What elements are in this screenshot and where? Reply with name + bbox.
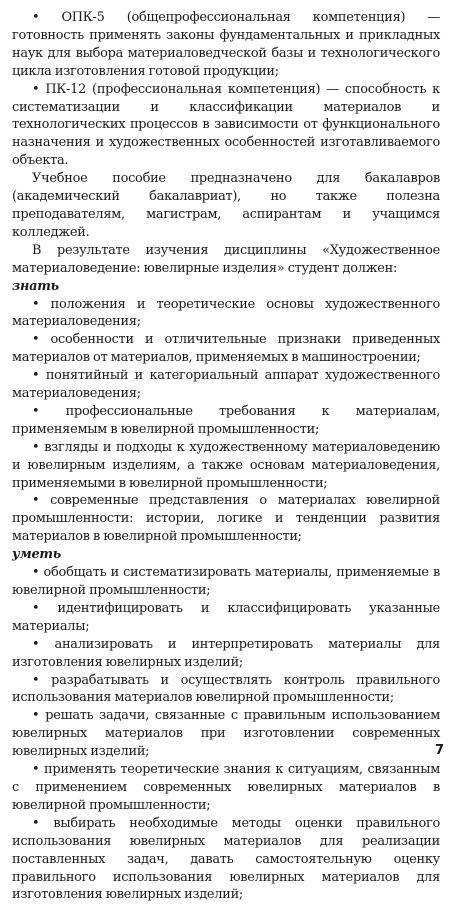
list-item: • анализировать и интерпретировать материалы для изготовления ювелирных изделий; <box>12 636 440 670</box>
audience-paragraph: Учебное пособие предназначено для бакалавров (академический бакалавриат), но также полезна преподавателям, магистрам, аспирантам и учащимся колледжей. <box>12 171 440 240</box>
able-heading: уметь <box>12 547 62 563</box>
list-item: • выбирать необходимые методы оценки правильного использования ювелирных материалов для реализации поставленных задач, давать самостоятельную оценку правильного использования ювелирных материалов для изготовления ювелирных изделий; <box>12 815 440 903</box>
page-number: 7 <box>434 743 444 758</box>
list-item: • особенности и отличительные признаки приведенных материалов от материалов, применяемых в машиностроении; <box>12 332 440 366</box>
know-heading: знать <box>12 278 59 294</box>
list-item: • понятийный и категориальный аппарат художественного материаловедения; <box>12 368 440 402</box>
page-body <box>12 9 440 904</box>
list-item: • применять теоретические знания к ситуациям, связанным с применением современных ювелирных материалов в ювелирной промышленности; <box>12 762 440 813</box>
list-item: • современные представления о материалах ювелирной промышленности: истории, логике и тенденции развития материалов в ювелирной промышленности; <box>12 493 440 545</box>
list-item: • решать задачи, связанные с правильным использованием ювелирных материалов при изготовлении современных ювелирных изделий; <box>12 708 440 760</box>
list-item: • профессиональные требования к материалам, применяемым в ювелирной промышленности; <box>12 403 440 437</box>
outcomes-intro: В результате изучения дисциплины «Художественное материаловедение: ювелирные изделия» студент должен: <box>12 242 440 276</box>
list-item: • положения и теоретические основы художественного материаловедения; <box>12 296 440 330</box>
competency-opk5: • ОПК-5 (общепрофессиональная компетенция) — готовность применять законы фундаментальных и прикладных наук для выбора материаловедческой базы и технологического цикла изготовления готовой продукции; <box>12 10 440 79</box>
list-item: • взгляды и подходы к художественному материаловедению и ювелирным изделиям, а также основам материаловедения, применяемыми в ювелирной промышленности; <box>12 439 440 491</box>
list-item: • идентифицировать и классифицировать указанные материалы; <box>12 600 440 634</box>
list-item: • разрабатывать и осуществлять контроль правильного использования материалов ювелирной промышленности; <box>12 672 440 706</box>
competency-pk12: • ПК-12 (профессиональная компетенция) — способность к систематизации и классификации материалов и технологических процессов в зависимости от функционального назначения и художественных особенностей изготавливаемого объекта. <box>12 81 440 169</box>
list-item: • обобщать и систематизировать материалы, применяемые в ювелирной промышленности; <box>12 565 440 598</box>
